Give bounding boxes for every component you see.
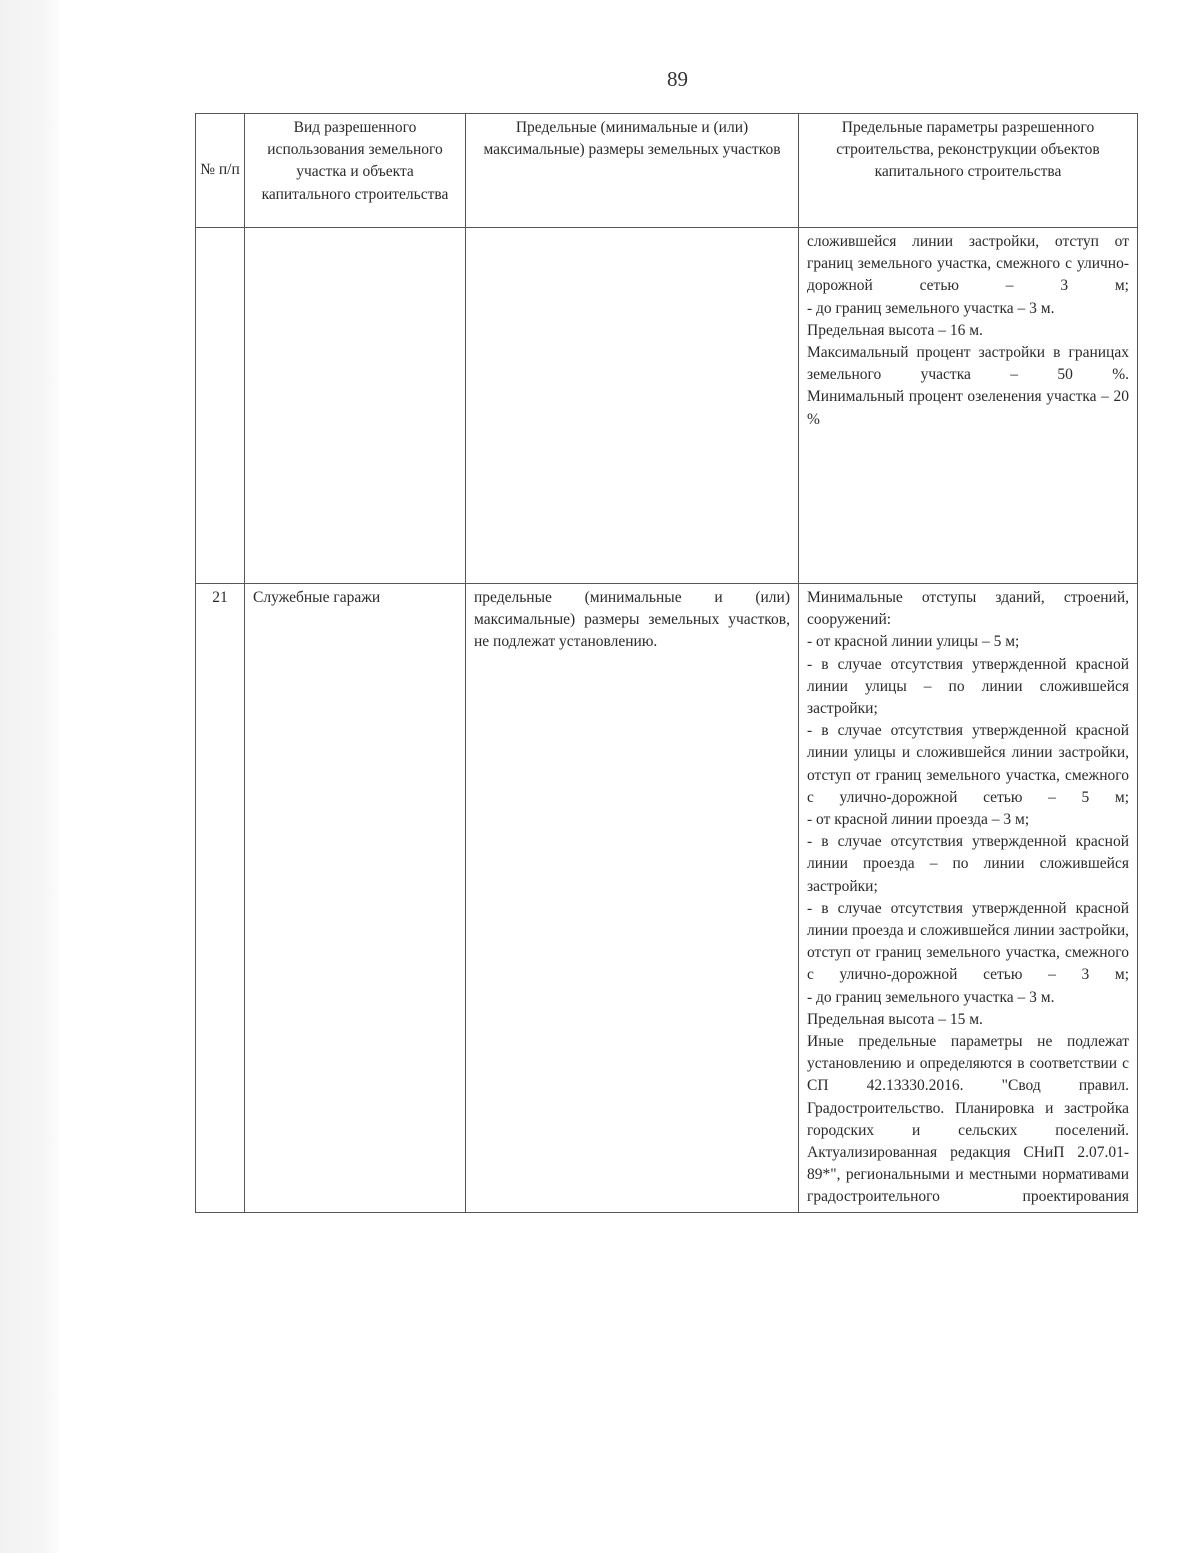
param-line: - от красной линии улицы – 5 м; bbox=[807, 633, 1020, 651]
param-line: - до границ земельного участка – 3 м. bbox=[807, 299, 1055, 317]
table-row-21 bbox=[196, 584, 1138, 1213]
regulations-table bbox=[195, 113, 1138, 1213]
cell-number bbox=[196, 228, 245, 584]
param-line: Минимальный процент озеленения участка – 20 % bbox=[807, 388, 1129, 428]
cell-plot-sizes bbox=[466, 228, 799, 584]
param-line: - от красной линии проезда – 3 м; bbox=[807, 811, 1030, 829]
table-header-row bbox=[196, 114, 1138, 228]
cell-number: 21 bbox=[196, 584, 245, 1213]
param-line: - в случае отсутствия утвержденной красной линии проезда и сложившейся линии застройки, отступ от границ земельного участка, смежного с улично-дорожной сетью – 3 м; bbox=[807, 899, 1129, 984]
param-line: Предельная высота – 16 м. bbox=[807, 321, 983, 339]
header-number: № п/п bbox=[196, 114, 245, 228]
cell-build-params bbox=[799, 228, 1138, 584]
param-line: Минимальные отступы зданий, строений, сооружений: bbox=[807, 589, 1129, 629]
header-build-params: Предельные параметры разрешенного строительства, реконструкции объектов капитального строительства bbox=[799, 114, 1138, 228]
cell-build-params bbox=[799, 584, 1138, 1213]
table-row-continuation bbox=[196, 228, 1138, 584]
scan-shadow-edge bbox=[0, 0, 60, 1553]
header-plot-sizes: Предельные (минимальные и (или) максимальные) размеры земельных участков bbox=[466, 114, 799, 228]
param-line: Предельная высота – 15 м. bbox=[807, 1010, 983, 1028]
param-line: - в случае отсутствия утвержденной красной линии улицы – по линии сложившейся застройки; bbox=[807, 655, 1129, 718]
param-line: - в случае отсутствия утвержденной красной линии проезда – по линии сложившейся застройки; bbox=[807, 833, 1129, 895]
param-line: сложившейся линии застройки, отступ от границ земельного участка, смежного с улично-дорожной сетью – 3 м; bbox=[807, 233, 1129, 295]
param-line: - в случае отсутствия утвержденной красной линии улицы и сложившейся линии застройки, отступ от границ земельного участка, смежного с улично-дорожной сетью – 5 м; bbox=[807, 722, 1129, 806]
cell-plot-sizes: предельные (минимальные и (или) максимальные) размеры земельных участков, не подлежат установлению. bbox=[466, 584, 799, 1213]
param-line: Иные предельные параметры не подлежат установлению и определяются в соответствии с СП 42.13330.2016. "Свод правил. Градостроительство. Планировка и застройка городских и сельских поселений. Актуализированная редакция СНиП 2.07.01-89*", региональными и местными нормативами градостроительного проектирования bbox=[807, 1033, 1129, 1206]
header-use-type: Вид разрешенного использования земельного участка и объекта капитального строительства bbox=[245, 114, 466, 228]
param-line: - до границ земельного участка – 3 м. bbox=[807, 988, 1055, 1006]
cell-use-type bbox=[245, 228, 466, 584]
page-number: 89 bbox=[667, 67, 688, 91]
param-line: Максимальный процент застройки в границах земельного участка – 50 %. bbox=[807, 344, 1129, 384]
cell-use-type: Служебные гаражи bbox=[245, 584, 466, 1213]
